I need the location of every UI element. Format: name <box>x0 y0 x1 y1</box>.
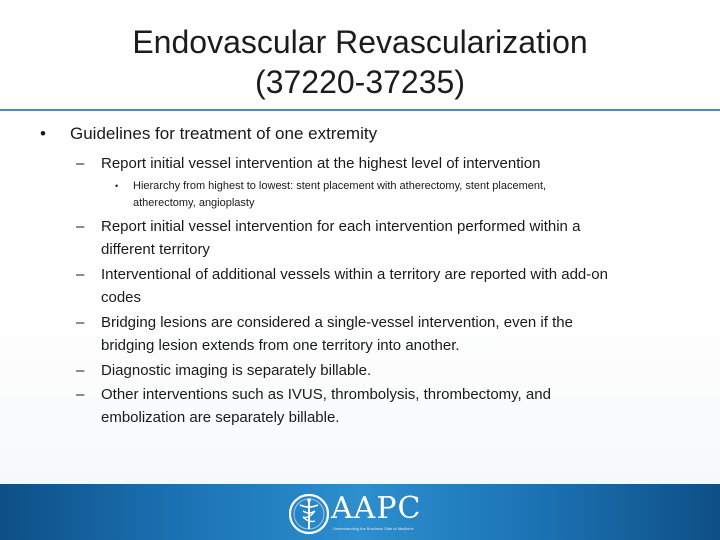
logo-tagline: Understanding the Business Side of Medicine <box>333 526 414 531</box>
sub-sub-bullet-1-line-1: Hierarchy from highest to lowest: stent placement with atherectomy, stent placement, <box>133 180 547 192</box>
slide-title <box>40 22 680 102</box>
dash-marker: – <box>76 314 85 331</box>
title-divider <box>0 109 720 111</box>
bullet-marker: • <box>40 124 46 143</box>
sub-bullet-3-line-2: codes <box>101 289 142 306</box>
sub-bullet-2-line-1: Report initial vessel intervention for each intervention performed within a <box>101 218 581 235</box>
dot-marker: • <box>115 181 119 191</box>
dash-marker: – <box>76 266 85 283</box>
sub-bullet-6-line-2: embolization are separately billable. <box>101 409 340 426</box>
sub-bullet-2-text <box>101 215 661 261</box>
sub-sub-bullet-1-text <box>133 178 653 212</box>
sub-bullet-2-line-2: different territory <box>101 241 210 258</box>
dash-marker: – <box>76 218 85 235</box>
slide-title-line-1: Endovascular Revascularization <box>132 24 588 60</box>
dash-marker: – <box>76 155 85 172</box>
sub-bullet-4-line-1: Bridging lesions are considered a single-vessel intervention, even if the <box>101 314 573 331</box>
sub-bullet-5-text: Diagnostic imaging is separately billable. <box>101 362 372 379</box>
dash-marker: – <box>76 386 85 403</box>
slide-title-line-2: (37220-37235) <box>255 64 465 100</box>
sub-bullet-4-line-2: bridging lesion extends from one territory into another. <box>101 337 460 354</box>
sub-bullet-3-text <box>101 263 661 309</box>
caduceus-icon <box>289 492 329 536</box>
dash-marker: – <box>76 362 85 379</box>
sub-bullet-1-text: Report initial vessel intervention at the highest level of intervention <box>101 155 541 172</box>
sub-bullet-6-text <box>101 383 661 429</box>
aapc-logo <box>289 492 439 536</box>
sub-sub-bullet-1-line-2: atherectomy, angioplasty <box>133 197 255 209</box>
sub-bullet-4-text <box>101 311 661 357</box>
bullet-main-text: Guidelines for treatment of one extremity <box>70 124 378 143</box>
sub-bullet-3-line-1: Interventional of additional vessels within a territory are reported with add-on <box>101 266 608 283</box>
logo-text: AAPC <box>331 491 422 526</box>
sub-bullet-6-line-1: Other interventions such as IVUS, thrombolysis, thrombectomy, and <box>101 386 551 403</box>
